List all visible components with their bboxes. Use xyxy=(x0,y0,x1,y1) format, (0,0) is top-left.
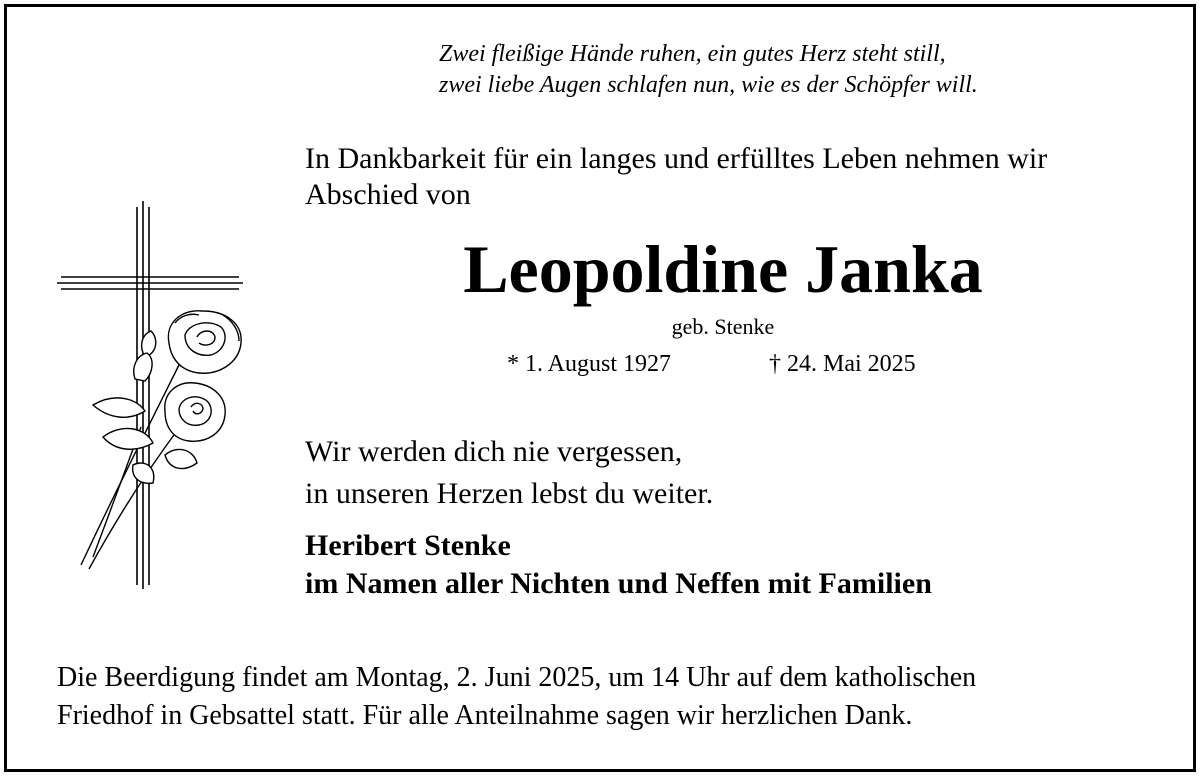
funeral-notice xyxy=(57,659,1157,735)
verse-line-1: Wir werden dich nie vergessen, xyxy=(305,435,683,468)
cross-with-roses-icon xyxy=(53,197,249,597)
intro-line-2: Abschied von xyxy=(305,178,471,211)
signer-line-2: im Namen aller Nichten und Neffen mit Familien xyxy=(305,567,932,600)
birth-date: * 1. August 1927 xyxy=(507,351,672,377)
birth-name: geb. Stenke xyxy=(671,314,775,339)
intro-line-1: In Dankbarkeit für ein langes und erfülltes Leben nehmen wir xyxy=(305,142,1048,175)
obituary-notice xyxy=(4,4,1196,772)
motto-line-2: zwei liebe Augen schlafen nun, wie es der Schöpfer will. xyxy=(439,72,978,98)
verse-line-2: in unseren Herzen lebst du weiter. xyxy=(305,477,714,510)
signers xyxy=(305,527,1165,603)
motto-verse xyxy=(439,39,1139,101)
signer-line-1: Heribert Stenke xyxy=(305,529,511,562)
deceased-name: Leopoldine Janka xyxy=(463,231,983,307)
remembrance-verse xyxy=(305,431,1105,515)
funeral-line-2: Friedhof in Gebsattel statt. Für alle Anteilnahme sagen wir herzlichen Dank. xyxy=(57,700,913,731)
intro-text xyxy=(305,141,1185,213)
funeral-line-1: Die Beerdigung findet am Montag, 2. Juni 2025, um 14 Uhr auf dem katholischen xyxy=(57,662,977,693)
death-date: † 24. Mai 2025 xyxy=(769,351,916,377)
motto-line-1: Zwei fleißige Hände ruhen, ein gutes Herz steht still, xyxy=(439,41,946,67)
